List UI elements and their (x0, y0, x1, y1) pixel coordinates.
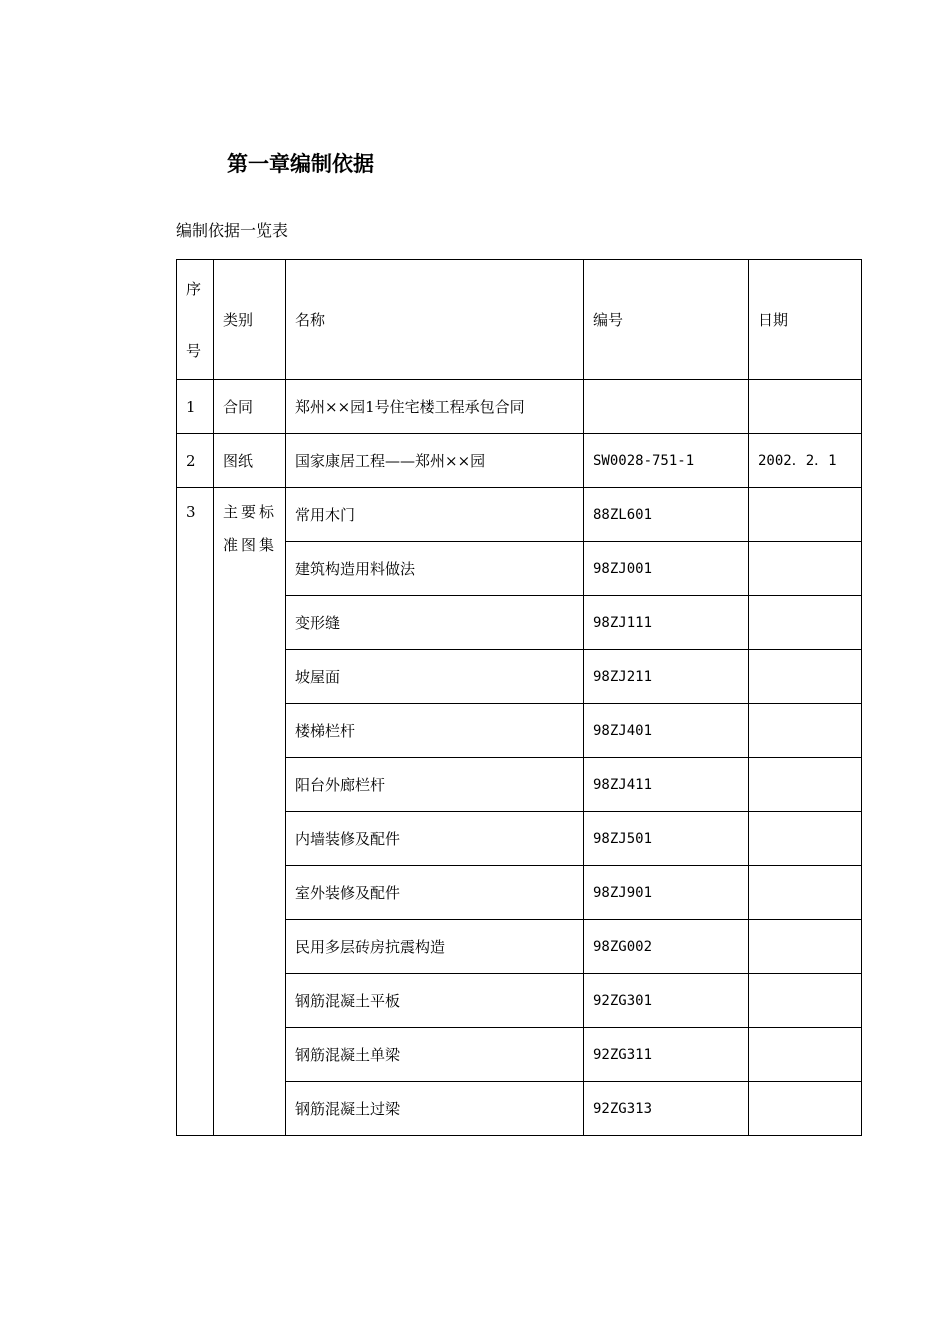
group-item-name: 民用多层砖房抗震构造 (286, 920, 584, 974)
group-item-code: 98ZJ111 (584, 596, 749, 650)
table-caption: 编制依据一览表 (176, 221, 289, 240)
row-name: 国家康居工程——郑州××园 (286, 434, 584, 488)
group-item-name: 建筑构造用料做法 (286, 542, 584, 596)
row-code (584, 380, 749, 434)
group-item-code: 98ZG002 (584, 920, 749, 974)
group-item-date (749, 488, 862, 542)
group-item-date (749, 704, 862, 758)
group-item-date (749, 1082, 862, 1136)
group-item-date (749, 650, 862, 704)
basis-table (176, 259, 862, 1136)
group-item-date (749, 758, 862, 812)
group-item-name: 钢筋混凝土平板 (286, 974, 584, 1028)
group-item-name: 坡屋面 (286, 650, 584, 704)
group-item-name: 钢筋混凝土单梁 (286, 1028, 584, 1082)
group-item-date (749, 866, 862, 920)
group-item-name: 楼梯栏杆 (286, 704, 584, 758)
group-item-name: 室外装修及配件 (286, 866, 584, 920)
group-item-code: 98ZJ001 (584, 542, 749, 596)
group-seq: 3 (177, 488, 214, 1136)
row-category: 合同 (214, 380, 286, 434)
group-item-code: 92ZG313 (584, 1082, 749, 1136)
table-header-row (177, 260, 862, 380)
group-item-name: 阳台外廊栏杆 (286, 758, 584, 812)
row-code: SW0028-751-1 (584, 434, 749, 488)
group-item-date (749, 542, 862, 596)
row-category: 图纸 (214, 434, 286, 488)
header-date: 日期 (749, 260, 862, 380)
group-item-date (749, 1028, 862, 1082)
group-item-code: 98ZJ401 (584, 704, 749, 758)
group-item-date (749, 920, 862, 974)
table-row (177, 380, 862, 434)
row-seq: 2 (177, 434, 214, 488)
group-category (214, 488, 286, 1136)
row-date: 2002．2．1 (749, 434, 862, 488)
group-item-code: 92ZG311 (584, 1028, 749, 1082)
group-item-name: 变形缝 (286, 596, 584, 650)
group-item-name: 钢筋混凝土过梁 (286, 1082, 584, 1136)
group-item-code: 98ZJ411 (584, 758, 749, 812)
group-category-line1: 主要标 (223, 503, 278, 521)
group-category-line2: 准图集 (223, 536, 278, 554)
header-seq-line1: 序 (186, 279, 202, 298)
group-item-name: 内墙装修及配件 (286, 812, 584, 866)
group-item-date (749, 812, 862, 866)
group-item-code: 98ZJ501 (584, 812, 749, 866)
group-item-name: 常用木门 (286, 488, 584, 542)
group-item-code: 92ZG301 (584, 974, 749, 1028)
group-item-code: 88ZL601 (584, 488, 749, 542)
group-item-code: 98ZJ211 (584, 650, 749, 704)
row-name: 郑州××园1号住宅楼工程承包合同 (286, 380, 584, 434)
group-item-date (749, 596, 862, 650)
table-row (177, 488, 862, 542)
header-seq-line2: 号 (186, 341, 202, 360)
header-name: 名称 (286, 260, 584, 380)
header-code: 编号 (584, 260, 749, 380)
row-date (749, 380, 862, 434)
group-item-code: 98ZJ901 (584, 866, 749, 920)
header-seq (177, 260, 214, 380)
group-item-date (749, 974, 862, 1028)
chapter-title: 第一章编制依据 (227, 152, 374, 176)
header-category: 类别 (214, 260, 286, 380)
row-seq: 1 (177, 380, 214, 434)
